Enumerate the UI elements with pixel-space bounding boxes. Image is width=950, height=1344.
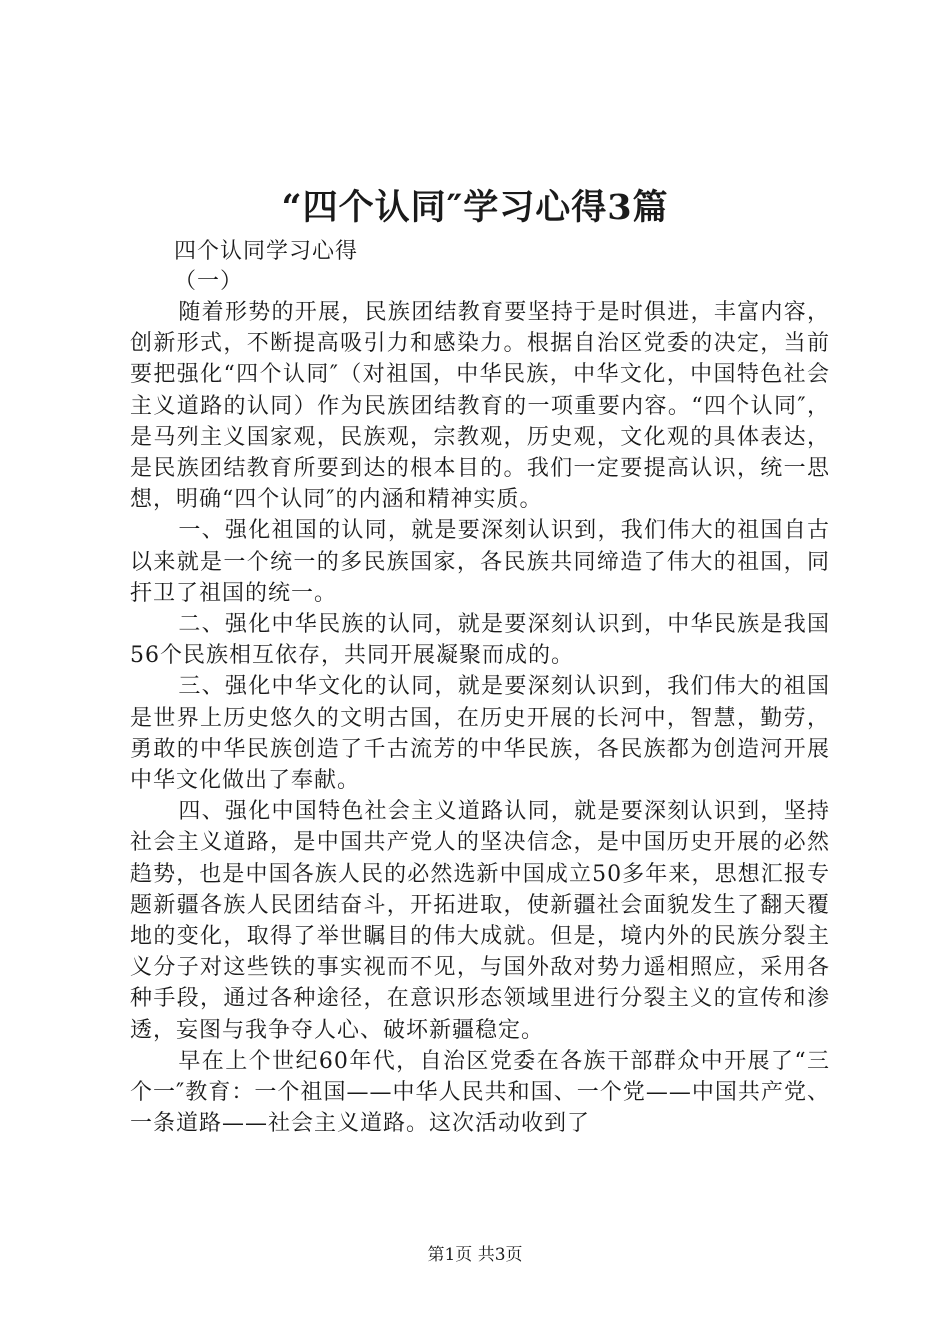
paragraph: 三、强化中华文化的认同，就是要深刻认识到，我们伟大的祖国是世界上历史悠久的文明古国，在历史开展的长河中，智慧，勤劳，勇敢的中华民族创造了千古流芳的中华民族，各民族都为创造河开展中华文化做出了奉献。 — [130, 674, 830, 794]
paragraph: 早在上个世纪60年代，自治区党委在各族干部群众中开展了“三个一″教育：一个祖国——中华人民共和国、一个党——中国共产党、一条道路——社会主义道路。这次活动收到了 — [130, 1048, 830, 1137]
document-title: “四个认同″学习心得3篇 — [281, 187, 669, 228]
paragraph: 随着形势的开展，民族团结教育要坚持于是时俱进，丰富内容，创新形式，不断提高吸引力和感染力。根据自治区党委的决定，当前要把强化“四个认同″（对祖国，中华民族，中华文化，中国特色社会主义道路的认同）作为民族团结教育的一项重要内容。“四个认同″，是马列主义国家观，民族观，宗教观，历史观，文化观的具体表达，是民族团结教育所要到达的根本目的。我们一定要提高认识，统一思想，明确“四个认同″的内涵和精神实质。 — [130, 300, 830, 513]
paragraph: 二、强化中华民族的认同，就是要深刻认识到，中华民族是我国56个民族相互依存，共同开展凝聚而成的。 — [130, 612, 830, 669]
document-body — [130, 237, 830, 1139]
page-footer: 第1页 共3页 — [427, 1245, 523, 1265]
document-subtitle: 四个认同学习心得 — [174, 239, 359, 264]
section-marker: （一） — [174, 269, 244, 294]
paragraph: 四、强化中国特色社会主义道路认同，就是要深刻认识到，坚持社会主义道路，是中国共产党人的坚决信念，是中国历史开展的必然趋势，也是中国各族人民的必然选新中国成立50多年来，思想汇报专题新疆各族人民团结奋斗，开拓进取，使新疆社会面貌发生了翻天覆地的变化，取得了举世瞩目的伟大成就。但是，境内外的民族分裂主义分子对这些铁的事实视而不见，与国外敌对势力遥相照应，采用各种手段，通过各种途径，在意识形态领域里进行分裂主义的宣传和渗透，妄图与我争夺人心、破坏新疆稳定。 — [130, 799, 830, 1043]
paragraph: 一、强化祖国的认同，就是要深刻认识到，我们伟大的祖国自古以来就是一个统一的多民族国家，各民族共同缔造了伟大的祖国，同扞卫了祖国的统一。 — [130, 518, 830, 606]
